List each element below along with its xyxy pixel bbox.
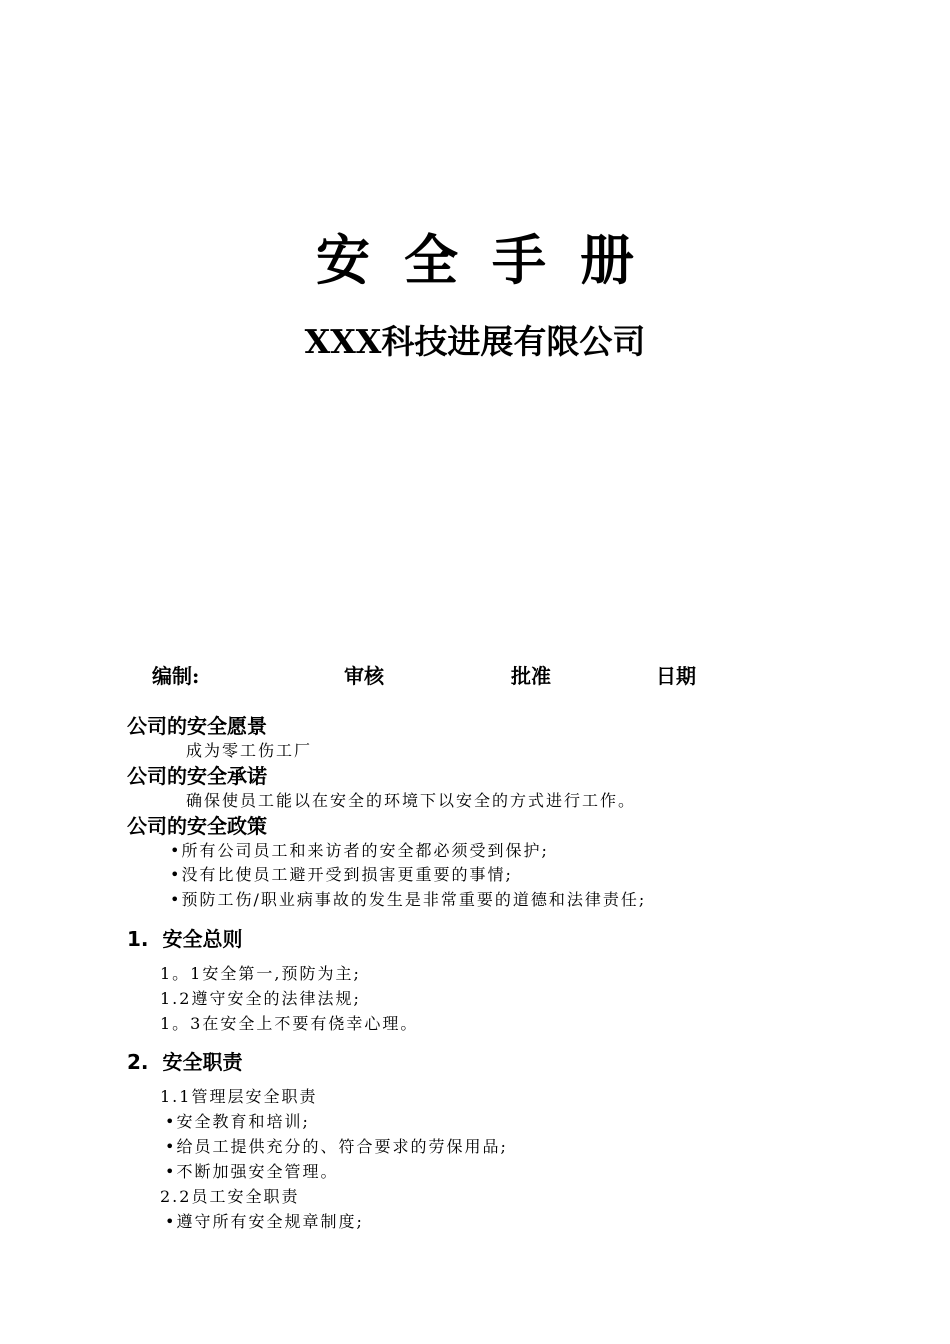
reviewed-by-label: 审核	[344, 664, 384, 688]
vision-text: 成为零工伤工厂	[186, 741, 313, 760]
subsection-item: •给员工提供充分的、符合要求的劳保用品;	[165, 1137, 508, 1156]
prepared-by-label: 编制:	[152, 664, 200, 688]
vision-heading: 公司的安全愿景	[127, 714, 267, 738]
section-1-item: 1。3在安全上不要有侥幸心理。	[160, 1014, 419, 1033]
subsection-label: 1.1管理层安全职责	[160, 1087, 318, 1106]
section-1-title: 安全总则	[162, 927, 243, 951]
section-1-item: 1。1安全第一,预防为主;	[160, 964, 361, 983]
section-1-heading	[127, 923, 243, 952]
subsection-item: •安全教育和培训;	[165, 1112, 310, 1131]
document-title: 安全手册	[316, 228, 668, 292]
section-2-heading	[127, 1046, 243, 1075]
commitment-text: 确保使员工能以在安全的环境下以安全的方式进行工作。	[186, 791, 637, 810]
subsection-item: •遵守所有安全规章制度;	[165, 1212, 364, 1231]
company-name: XXX科技进展有限公司	[304, 322, 646, 361]
section-2-number: 2.	[127, 1050, 149, 1074]
subsection-label: 2.2员工安全职责	[160, 1187, 300, 1206]
section-1-number: 1.	[127, 927, 149, 951]
policy-item: •没有比使员工避开受到损害更重要的事情;	[170, 865, 513, 884]
policy-heading: 公司的安全政策	[127, 814, 267, 838]
approved-by-label: 批准	[511, 664, 551, 688]
policy-item: •所有公司员工和来访者的安全都必须受到保护;	[170, 841, 549, 860]
subsection-item: •不断加强安全管理。	[165, 1162, 339, 1181]
date-label: 日期	[656, 664, 696, 688]
commitment-heading: 公司的安全承诺	[127, 764, 267, 788]
section-1-item: 1.2遵守安全的法律法规;	[160, 989, 361, 1008]
section-2-title: 安全职责	[162, 1050, 243, 1074]
policy-item: •预防工伤/职业病事故的发生是非常重要的道德和法律责任;	[170, 890, 647, 909]
